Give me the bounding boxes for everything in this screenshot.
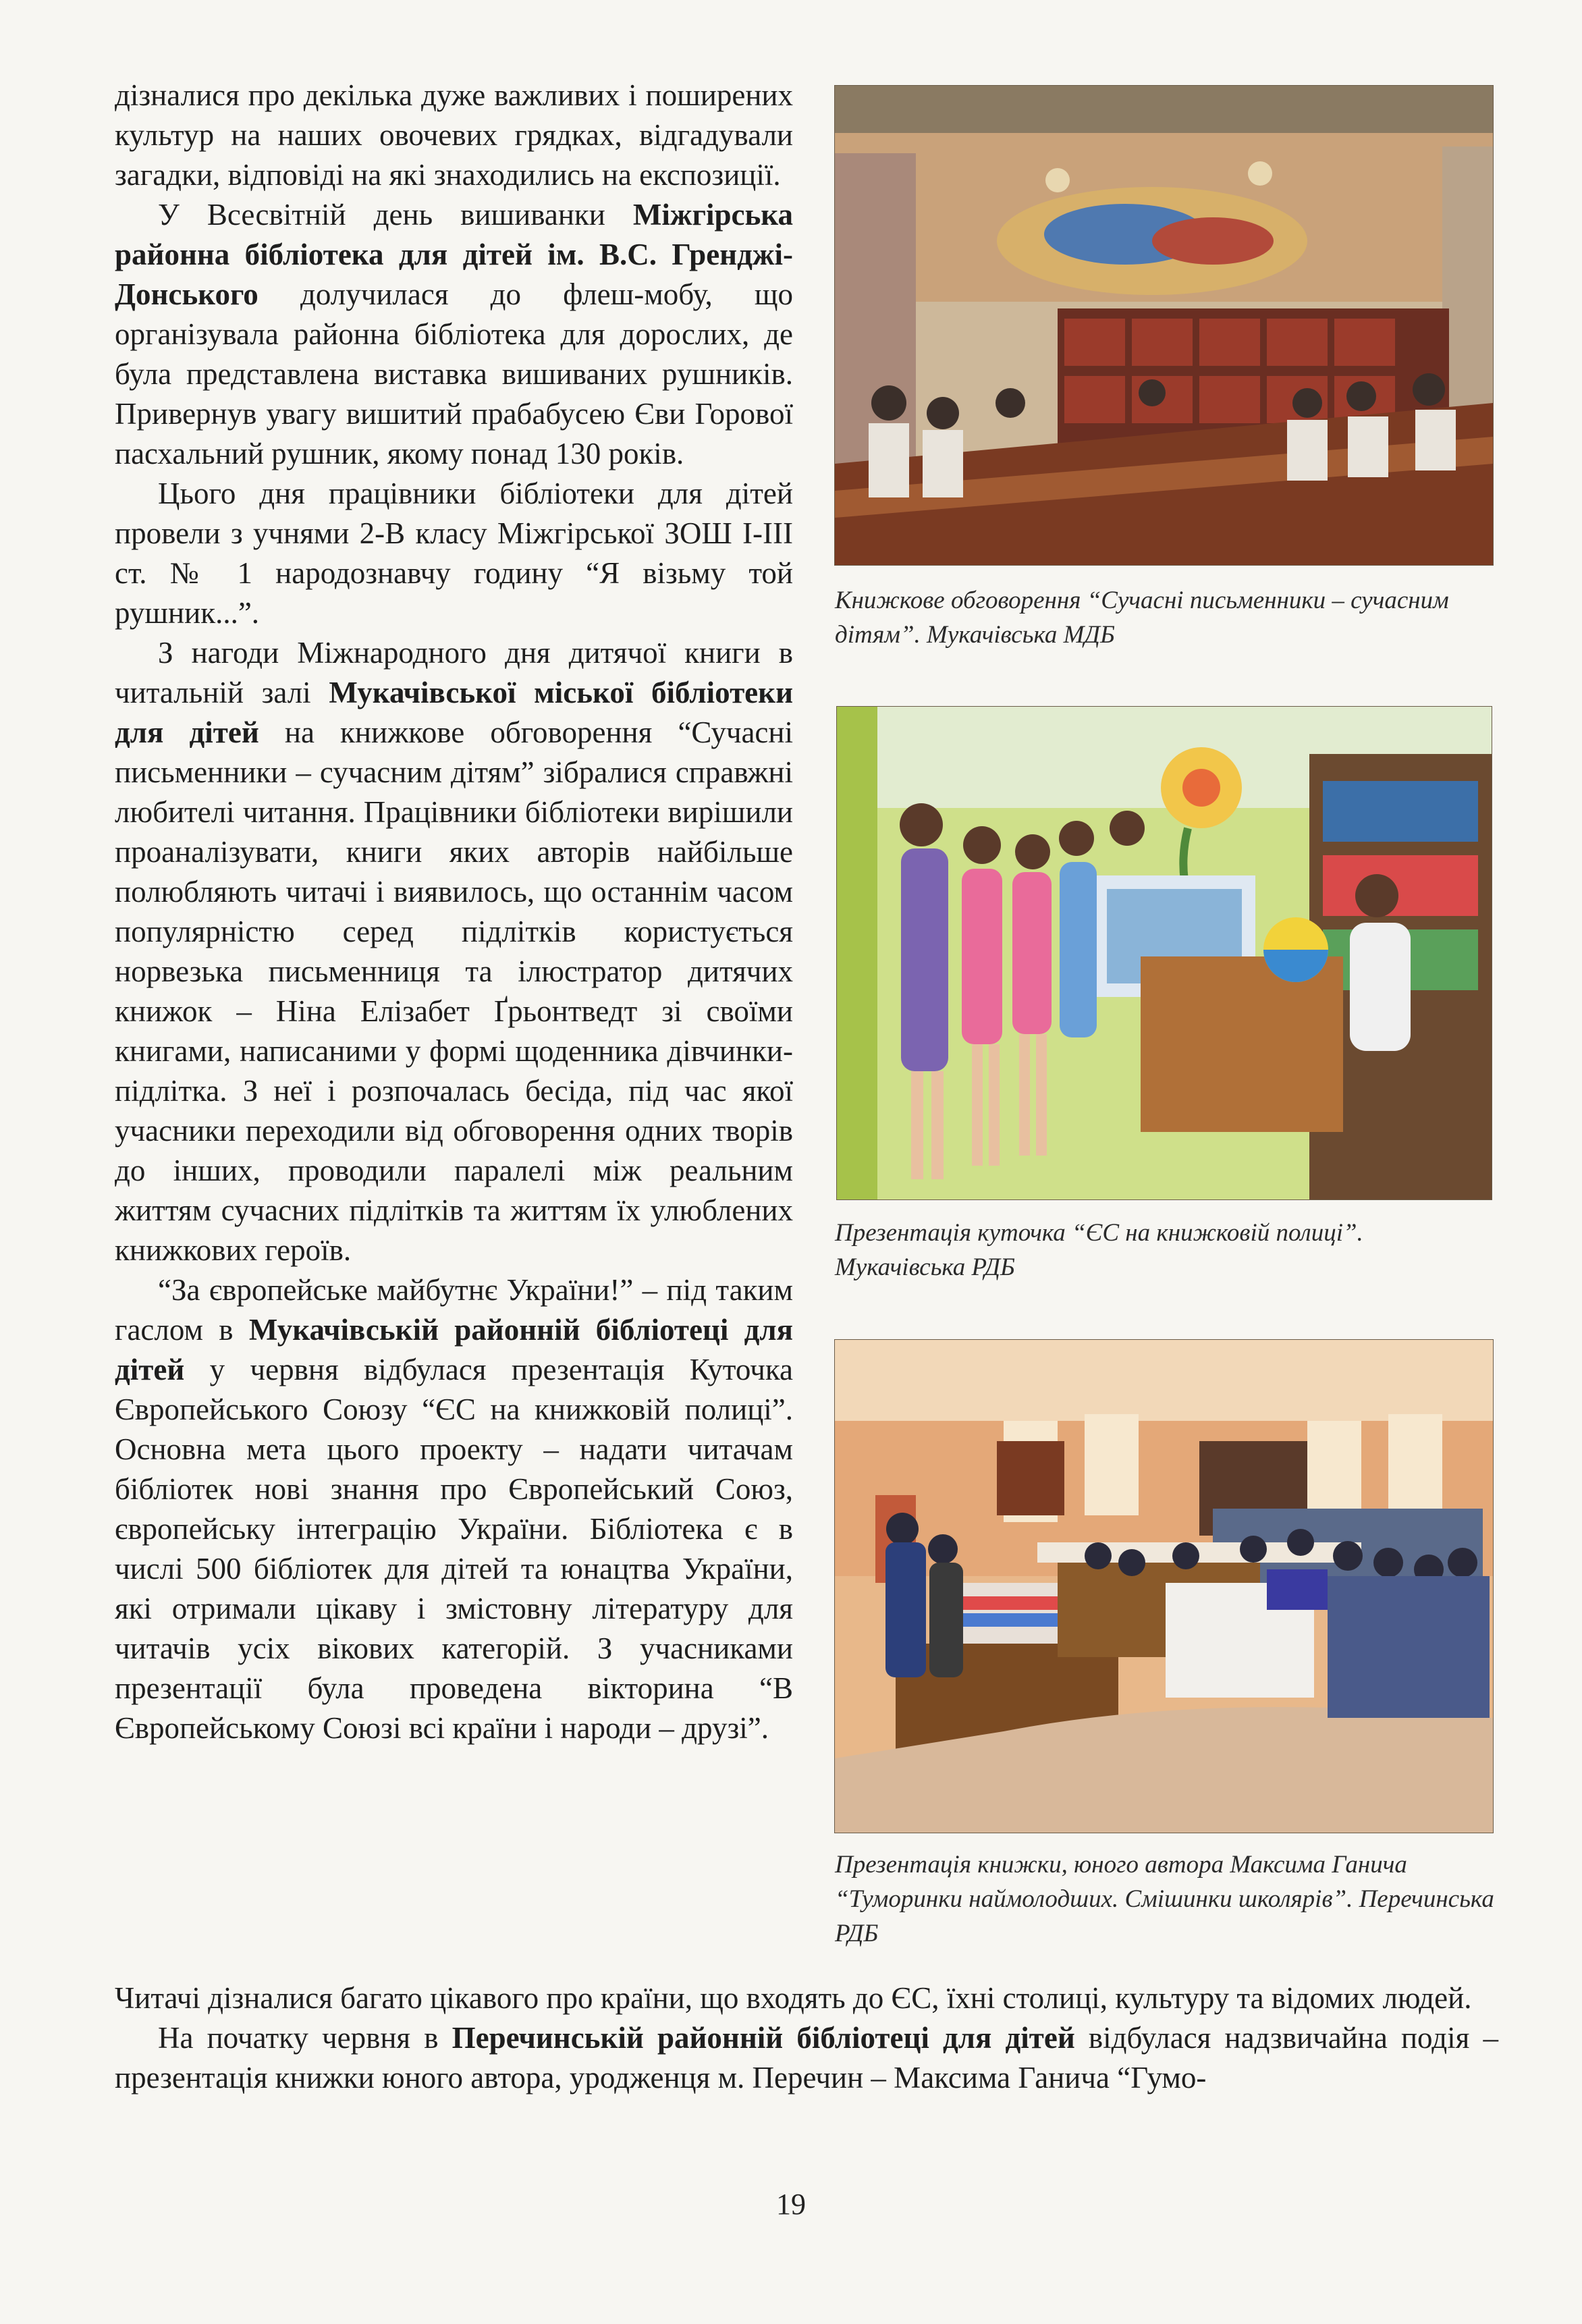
full-width-text — [115, 1978, 1498, 2098]
page-number: 19 — [776, 2188, 806, 2221]
photo-reading-room-discussion — [835, 86, 1493, 565]
paragraph-3: Цього дня працівники бібліотеки для дітей провели з учнями 2-В класу Міжгірської ЗОШ І-ІІІ ст. № 1 народознавчу годину “Я візьму той рушник...”. — [115, 477, 793, 630]
library-name: Мукачівської міської бібліотеки для дітей — [115, 676, 793, 749]
library-name: Міжгірська районна бібліотека для дітей ім. В.С. Гренджі-Донського — [115, 198, 793, 311]
photo-book-presentation — [835, 1340, 1493, 1833]
photo-eu-corner-presentation — [837, 707, 1492, 1199]
paragraph-4: З нагоди Міжнародного дня дитячої книги в читальній залі Мукачівської міської бібліотеки для дітей на книжкове обговорення “Сучасні письменники – сучасним дітям” зібралися справжні любителі читання. Працівники бібліотеки вирішили проаналізувати, книги яких авторів найбільше полюбляють читачі і виявилось, що останнім часом популярністю серед підлітків користується норвезька письменниця та ілюстратор дитячих книжок – Ніна Елізабет Ґрьонтведт зі своїми книгами, написаними у формі щоденника дівчинки-підлітка. З неї і розпочалась бесіда, під час якої учасники переходили від обговорення одних творів до інших, проводили паралелі між реальним життям сучасних підлітків та життям їх улюблених книжкових героїв. — [115, 636, 793, 1267]
left-column-text — [115, 76, 793, 1748]
paragraph-5: “За європейське майбутнє України!” – під таким гаслом в Мукачівській районній бібліотеці для дітей у червня відбулася презентація Куточка Європейського Союзу “ЄС на книжковій полиці”. Основна мета цього проекту – надати читачам бібліотек нові знання про Європейський Союз, європейську інтеграцію України. Бібліотека є в числі 500 бібліотек для дітей та юнацтва України, які отримали цікаву і змістовну літературу для читачів усіх вікових категорій. З учасниками презентації була проведена вікторина “В Європейському Союзі всі країни і народи – друзі”. — [115, 1273, 794, 1745]
photo-2-image — [837, 707, 1492, 1199]
library-name: Перечинській районній бібліотеці для дітей — [452, 2021, 1075, 2055]
library-name: Мукачівській районній бібліотеці для дітей — [115, 1313, 794, 1386]
photo-1-image — [835, 86, 1493, 565]
photo-2-caption: Презентація куточка “ЄС на книжковій полиці”. Мукачівська РДБ — [835, 1219, 1363, 1281]
paragraph-7: На початку червня в Перечинській районній бібліотеці для дітей відбулася надзвичайна подія – презентація книжки юного автора, уродженця м. Перечин – Максима Ганича “Гумо- — [115, 2021, 1498, 2095]
paragraph-6: Читачі дізналися багато цікавого про країни, що входять до ЄС, їхні столиці, культуру та відомих людей. — [115, 1981, 1472, 2015]
photo-3-image — [835, 1340, 1493, 1833]
photo-1-caption: Книжкове обговорення “Сучасні письменники – сучасним дітям”. Мукачівська МДБ — [835, 587, 1449, 649]
paragraph-2: У Всесвітній день вишиванки Міжгірська районна бібліотека для дітей ім. В.С. Гренджі-Донського долучилася до флеш-мобу, що організувала районна бібліотека для дорослих, де була представлена виставка вишиваних рушників. Привернув увагу вишитий прабабусею Єви Горової пасхальний рушник, якому понад 130 років. — [115, 198, 793, 470]
photo-3-caption: Презентація книжки, юного автора Максима Ганича “Туморинки наймолодших. Смішинки школярів”. Перечинська РДБ — [835, 1851, 1494, 1947]
paragraph-1: дізналися про декілька дуже важливих і поширених культур на наших овочевих грядках, відгадували загадки, відповіді на які знаходились на експозиції. — [115, 78, 793, 192]
